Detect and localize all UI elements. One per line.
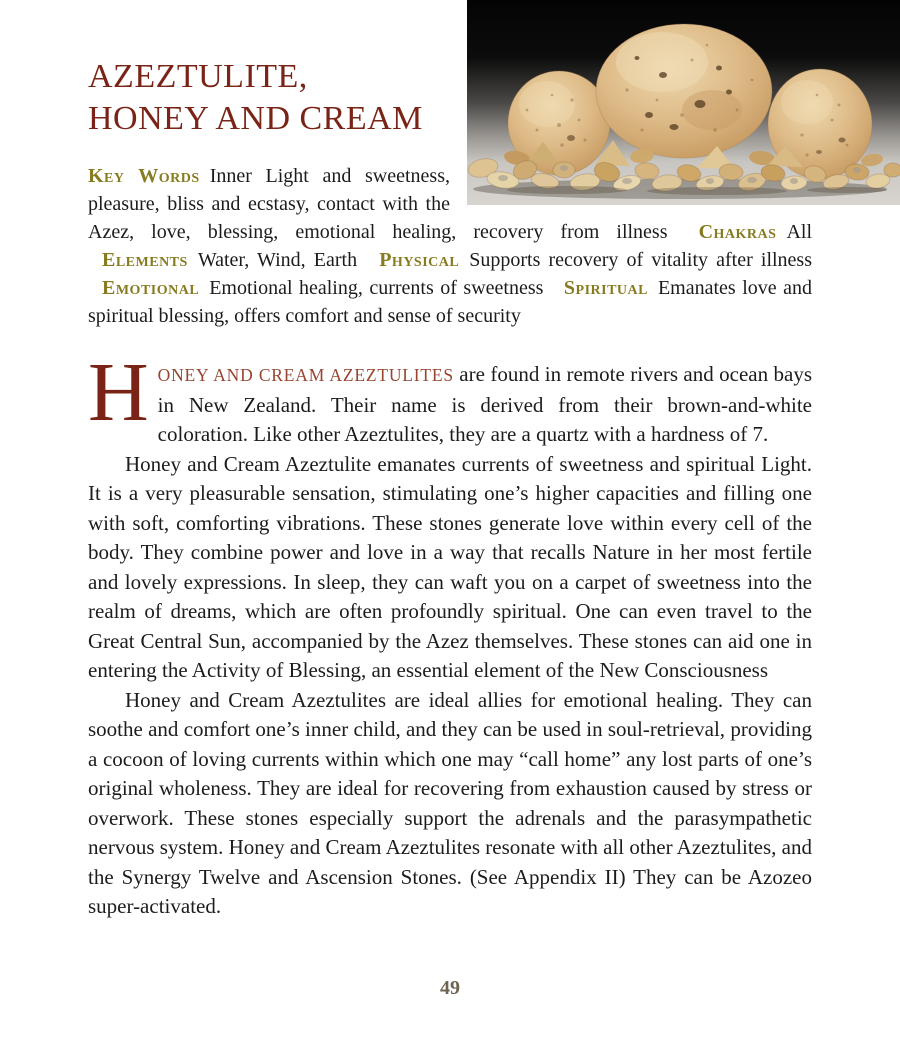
keyword-label-key-words: Key Words bbox=[88, 165, 200, 187]
keyword-text-spiritual: Emanates love and spiritual blessing, offers comfort and sense of security bbox=[88, 277, 813, 327]
keyword-label-chakras: Chakras bbox=[698, 221, 777, 243]
paragraph-1-text: are found in remote rivers and ocean bays in New Zealand. Their name is derived from their brown-and-white coloration. Like other Azeztulites, they are a quartz with a hardness of 7. bbox=[157, 362, 813, 446]
body-paragraph-3: Honey and Cream Azeztulites are ideal allies for emotional healing. They can soothe and comfort one’s inner child, and they can be used in soul-retrieval, providing a cocoon of loving currents within which one may “call home” any lost parts of one’s original wholeness. They are ideal for recovering from exhaustion caused by stress or overwork. These stones especially support the adrenals and the parasympathetic nervous system. Honey and Cream Azeztulites resonate with all other Azeztulites, and the Synergy Twelve and Ascension Stones. (See Appendix II) They can be Azozeo super-activated. bbox=[88, 687, 812, 918]
keyword-label-physical: Physical bbox=[379, 249, 460, 271]
stones-photo-graphic bbox=[467, 0, 900, 205]
body-paragraph-1 bbox=[88, 346, 813, 450]
stones-photo bbox=[467, 0, 900, 205]
body-paragraph-2: Honey and Cream Azeztulite emanates currents of sweetness and spiritual Light. It is a very pleasurable sensation, stimulating one’s higher capacities and filling one with soft, comforting vibrations. These stones generate love within every cell of the body. They combine power and love in a way that recalls Nature in her most fertile and lovely expressions. In sleep, they can waft you on a carpet of sweetness into the realm of dreams, which are often profoundly spiritual. One can even travel to the Great Central Sun, accompanied by the Azez themselves. These stones can aid one in entering the Activity of Blessing, an essential element of the New Consciousness bbox=[88, 451, 812, 682]
page-number: 49 bbox=[440, 977, 460, 999]
keyword-text-physical: Supports recovery of vitality after illness bbox=[469, 249, 812, 271]
keyword-label-elements: Elements bbox=[102, 249, 188, 271]
drop-cap: H bbox=[88, 346, 149, 439]
page-title-line-2: HONEY AND CREAM bbox=[88, 100, 423, 137]
keyword-text-emotional: Emotional healing, currents of sweetness bbox=[209, 277, 544, 299]
keyword-text-chakras: All bbox=[786, 221, 812, 243]
lead-in-small-caps: ONEY AND CREAM AZEZTULITES bbox=[157, 365, 454, 385]
keyword-label-emotional: Emotional bbox=[102, 277, 200, 299]
keyword-label-spiritual: Spiritual bbox=[563, 277, 648, 299]
keyword-text-elements: Water, Wind, Earth bbox=[197, 249, 358, 271]
keyword-text-key-words: Inner Light and sweetness, pleasure, bliss and ecstasy, contact with the Azez, love, blessing, emotional healing, recovery from illness bbox=[88, 165, 668, 243]
page-title-line-1: AZEZTULITE, bbox=[88, 58, 308, 95]
